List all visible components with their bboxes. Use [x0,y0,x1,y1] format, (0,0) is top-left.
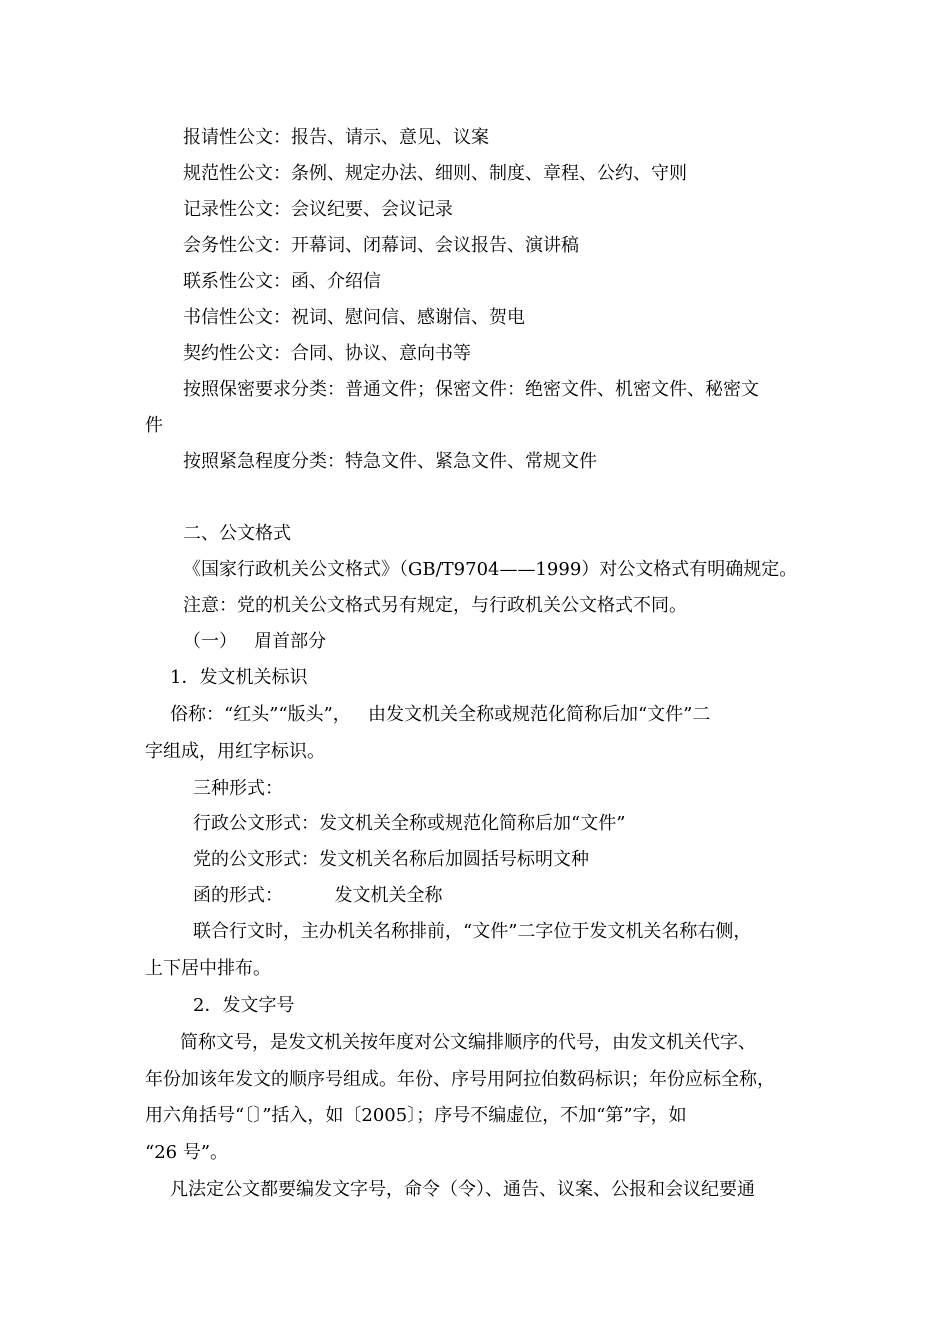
text-line: 上下居中排布。 [145,958,271,979]
text-line: 记录性公文：会议纪要、会议记录 [183,199,453,220]
text-line: “26 号”。 [145,1142,229,1163]
item-heading: 2．发文字号 [193,995,295,1016]
text-line: 《国家行政机关公文格式》（GB/T9704——1999）对公文格式有明确规定。 [183,559,798,580]
text-line: 年份加该年发文的顺序号组成。年份、序号用阿拉伯数码标识；年份应标全称， [145,1069,775,1090]
text-line: 三种形式： [193,778,283,799]
text-line: 党的公文形式：发文机关名称后加圆括号标明文种 [193,849,589,870]
text-line: 按照紧急程度分类：特急文件、紧急文件、常规文件 [183,451,597,472]
text-line: 联合行文时，主办机关名称排前，“文件”二字位于发文机关名称右侧， [193,921,752,942]
text-line: 俗称：“红头”“版头”， 由发文机关全称或规范化简称后加“文件”二 [170,704,711,725]
text-line: 注意：党的机关公文格式另有规定，与行政机关公文格式不同。 [183,595,687,616]
text-line: 书信性公文：祝词、慰问信、感谢信、贺电 [183,307,525,328]
subsection-heading: （一） 眉首部分 [183,631,327,652]
text-line: 规范性公文：条例、规定办法、细则、制度、章程、公约、守则 [183,163,687,184]
item-heading: 1．发文机关标识 [170,667,308,688]
section-heading: 二、公文格式 [183,523,291,544]
text-line: 凡法定公文都要编发文字号，命令（令）、通告、议案、公报和会议纪要通 [170,1179,755,1200]
text-line: 用六角括号“〔〕”括入，如〔2005〕；序号不编虚位，不加“第”字，如 [145,1105,687,1126]
text-line: 报请性公文：报告、请示、意见、议案 [183,127,489,148]
text-line: 会务性公文：开幕词、闭幕词、会议报告、演讲稿 [183,235,579,256]
text-line: 字组成，用红字标识。 [145,741,325,762]
text-line: 行政公文形式：发文机关全称或规范化简称后加“文件” [193,813,626,834]
text-line: 简称文号，是发文机关按年度对公文编排顺序的代号，由发文机关代字、 [180,1032,756,1053]
text-line: 按照保密要求分类：普通文件；保密文件：绝密文件、机密文件、秘密文 [183,379,759,400]
text-line: 联系性公文：函、介绍信 [183,271,381,292]
text-line: 契约性公文：合同、协议、意向书等 [183,343,471,364]
text-line: 件 [145,415,163,436]
text-line: 函的形式： 发文机关全称 [193,885,443,906]
